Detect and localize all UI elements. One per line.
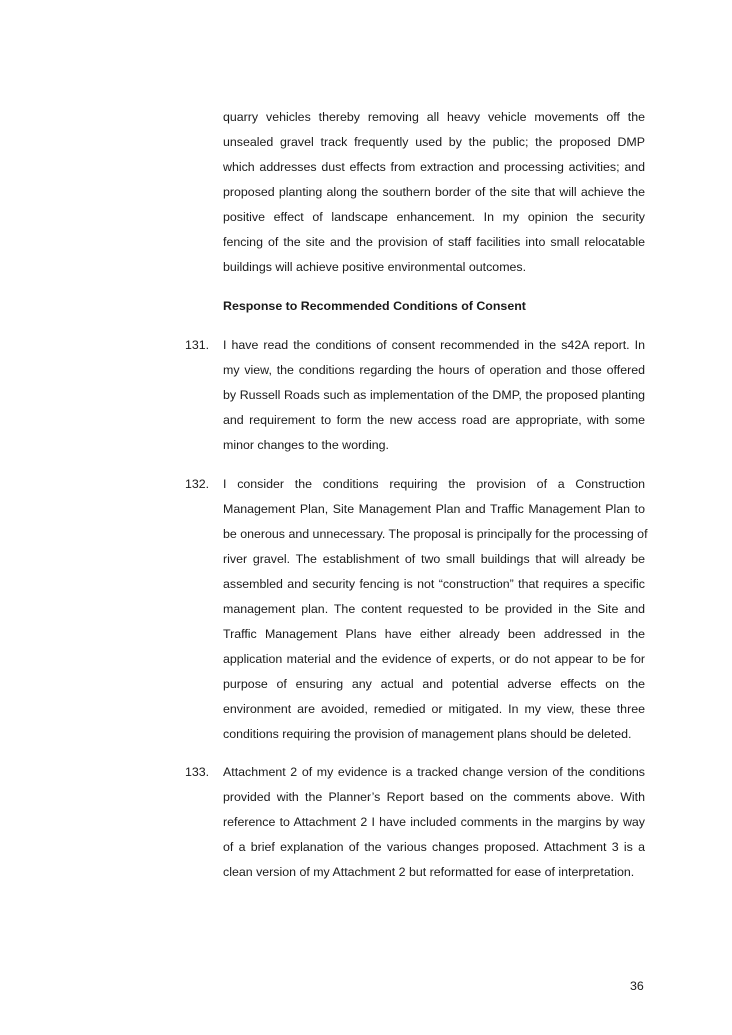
text-line: environment are avoided, remedied or mitigated. In my view, these three: [223, 702, 645, 716]
text-line: minor changes to the wording.: [223, 438, 389, 452]
paragraph-number: 131.: [185, 338, 210, 352]
text-line: river gravel. The establishment of two small buildings that will already be: [223, 552, 645, 566]
paragraph-132: [223, 472, 648, 747]
text-line: positive effect of landscape enhancement. In my opinion the security: [223, 210, 645, 224]
text-line: management plan. The content requested to be provided in the Site and: [223, 602, 645, 616]
text-line: purpose of ensuring any actual and potential adverse effects on the: [223, 677, 645, 691]
text-line: my view, the conditions regarding the hours of operation and those offered: [223, 363, 645, 377]
intro-paragraph: [223, 105, 645, 280]
text-line: Traffic Management Plans have either already been addressed in the: [223, 627, 645, 641]
text-line: be onerous and unnecessary. The proposal is principally for the processing of: [223, 527, 648, 541]
paragraph-133: [223, 760, 645, 885]
text-line: buildings will achieve positive environmental outcomes.: [223, 260, 527, 274]
text-line: application material and the evidence of experts, or do not appear to be for: [223, 652, 645, 666]
text-line: fencing of the site and the provision of staff facilities into small relocatable: [223, 235, 645, 249]
text-line: reference to Attachment 2 I have included comments in the margins by way: [223, 815, 645, 829]
paragraph-number: 132.: [185, 477, 210, 491]
paragraph-131: [223, 333, 645, 458]
text-line: Management Plan, Site Management Plan and Traffic Management Plan to: [223, 502, 645, 516]
text-line: unsealed gravel track frequently used by the public; the proposed DMP: [223, 135, 645, 149]
text-line: proposed planting along the southern border of the site that will achieve the: [223, 185, 645, 199]
page-number: 36: [630, 979, 644, 993]
text-line: I have read the conditions of consent recommended in the s42A report. In: [223, 338, 645, 352]
section-heading: Response to Recommended Conditions of Consent: [223, 299, 526, 313]
text-line: conditions requiring the provision of management plans should be deleted.: [223, 727, 632, 741]
text-line: provided with the Planner’s Report based on the comments above. With: [223, 790, 645, 804]
text-line: and requirement to form the new access road are appropriate, with some: [223, 413, 645, 427]
text-line: of a brief explanation of the various changes proposed. Attachment 3 is a: [223, 840, 645, 854]
text-line: clean version of my Attachment 2 but reformatted for ease of interpretation.: [223, 865, 635, 879]
paragraph-number: 133.: [185, 765, 210, 779]
text-line: quarry vehicles thereby removing all heavy vehicle movements off the: [223, 110, 645, 124]
text-line: by Russell Roads such as implementation of the DMP, the proposed planting: [223, 388, 645, 402]
text-line: Attachment 2 of my evidence is a tracked change version of the conditions: [223, 765, 645, 779]
text-line: which addresses dust effects from extraction and processing activities; and: [223, 160, 645, 174]
text-line: I consider the conditions requiring the provision of a Construction: [223, 477, 645, 491]
text-line: assembled and security fencing is not “construction” that requires a specific: [223, 577, 645, 591]
